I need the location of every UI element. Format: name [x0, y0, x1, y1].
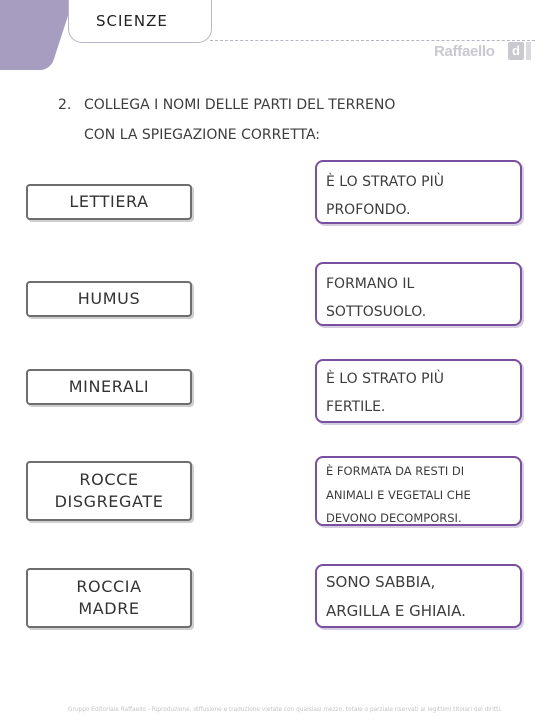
term-label: ROCCIA MADRE: [76, 577, 142, 618]
term-label: ROCCE DISGREGATE: [54, 470, 164, 511]
definition-line: DEVONO DECOMPORSI.: [326, 511, 462, 525]
instruction-line-2: CON LA SPIEGAZIONE CORRETTA:: [84, 127, 321, 143]
exercise-number: 2.: [58, 97, 72, 113]
subject-title: SCIENZE: [96, 12, 168, 30]
term-box-lettiera[interactable]: [26, 184, 192, 220]
exercise-instruction: [58, 90, 395, 150]
definition-line: FORMANO IL: [326, 276, 415, 292]
definition-line: È LO STRATO PIÙ: [326, 174, 444, 190]
definition-text-5: [326, 568, 466, 626]
term-label: HUMUS: [77, 289, 141, 308]
definition-line: PROFONDO.: [326, 202, 411, 218]
term-box-rocce-disgregate[interactable]: [26, 461, 192, 521]
brand-logo-stripe: [526, 42, 531, 60]
definition-text-3: [326, 365, 444, 421]
term-label: LETTIERA: [69, 192, 149, 211]
brand-logo-text: Raffaello: [434, 43, 495, 60]
definition-text-4: [326, 460, 471, 531]
term-box-humus[interactable]: [26, 281, 192, 317]
instruction-line-1: COLLEGA I NOMI DELLE PARTI DEL TERRENO: [84, 97, 396, 113]
term-box-roccia-madre[interactable]: [26, 568, 192, 628]
definition-line: ARGILLA E GHIAIA.: [326, 602, 466, 620]
definition-text-2: [326, 270, 426, 326]
definition-line: ANIMALI E VEGETALI CHE: [326, 487, 471, 502]
header-divider: [210, 40, 535, 41]
definition-line: SONO SABBIA,: [326, 573, 436, 591]
definition-line: SOTTOSUOLO.: [326, 304, 427, 320]
definition-line: È FORMATA DA RESTI DI: [326, 464, 465, 478]
definition-line: FERTILE.: [326, 399, 386, 415]
term-label: MINERALI: [68, 377, 150, 396]
copyright-footer: Gruppo Editoriale Raffaello - Riproduzione, diffusione e traduzione vietate con qualsiasi mezzo, totale o parziale riservati ai legittimi titolari dei diritti.: [68, 707, 502, 713]
definition-line: È LO STRATO PIÙ: [326, 371, 444, 387]
term-box-minerali[interactable]: [26, 369, 192, 405]
definition-text-1: [326, 168, 444, 224]
brand-logo-mark: d: [508, 42, 524, 60]
